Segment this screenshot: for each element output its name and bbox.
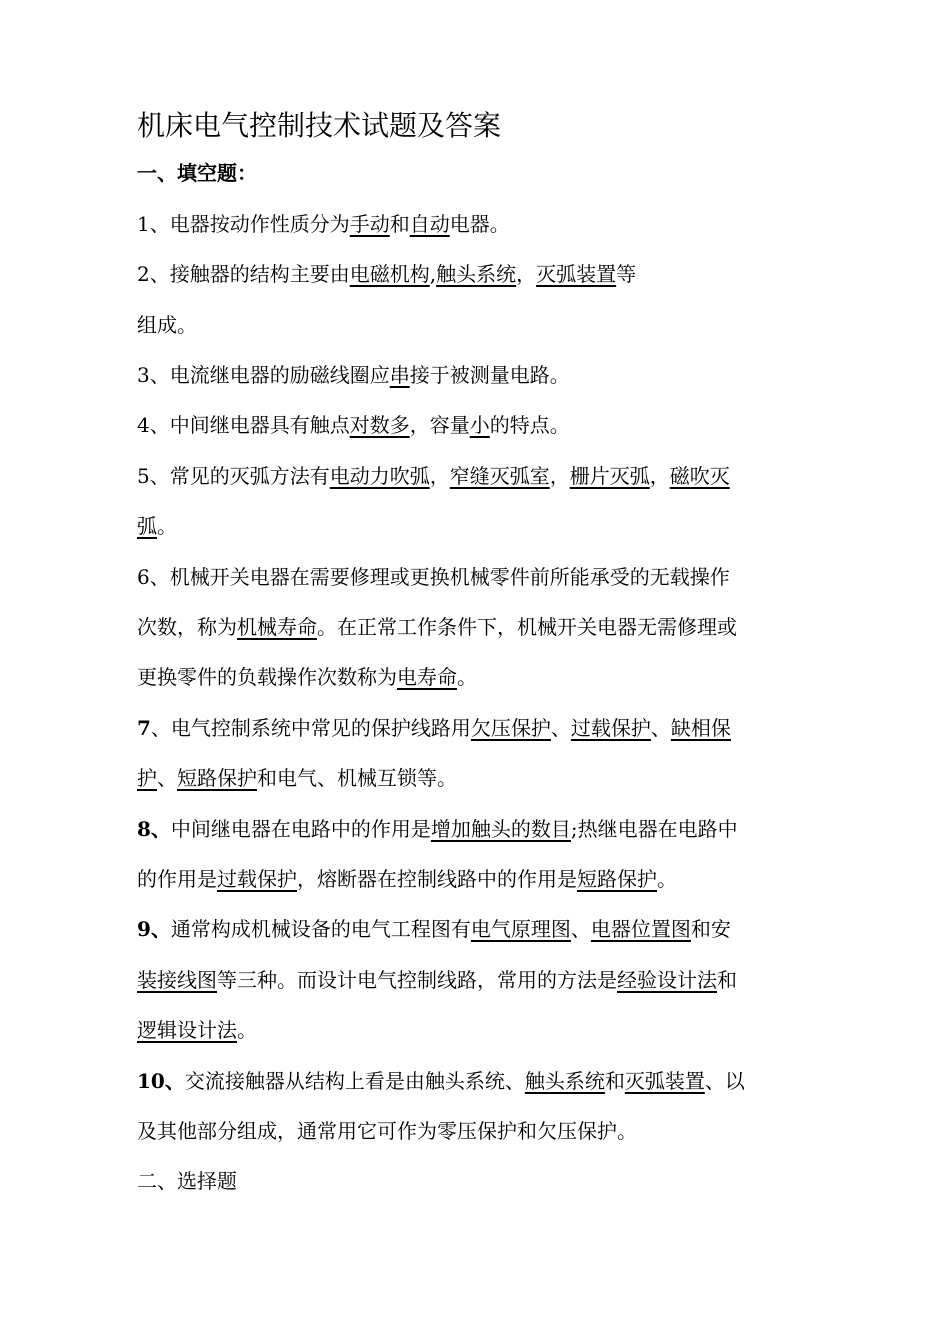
answer-blank: 对数多 bbox=[349, 413, 410, 437]
answer-blank: 电磁机构 bbox=[349, 262, 430, 286]
text-segment: 2、接触器的结构主要由 bbox=[137, 262, 350, 286]
text-segment: 通常构成机械设备的电气工程图有 bbox=[170, 917, 471, 941]
text-segment: 和 bbox=[604, 1069, 625, 1093]
text-segment: ;热继电器在电路中 bbox=[570, 817, 738, 841]
text-segment: 、 bbox=[650, 716, 671, 740]
text-line bbox=[137, 1017, 817, 1043]
answer-blank: 手动 bbox=[349, 212, 390, 236]
answer-blank: 短路保护 bbox=[577, 867, 657, 891]
answer-blank: 机械寿命 bbox=[237, 615, 317, 639]
answer-blank: 经验设计法 bbox=[617, 968, 717, 992]
text-segment: 次数，称为 bbox=[137, 615, 237, 639]
answer-blank: 欠压保护 bbox=[470, 716, 551, 740]
answer-blank: 缺相保 bbox=[670, 716, 731, 740]
answer-blank: 短路保护 bbox=[177, 766, 257, 790]
text-segment: ， bbox=[516, 262, 537, 286]
text-line bbox=[137, 866, 817, 892]
text-line bbox=[137, 513, 817, 539]
text-segment: 、 bbox=[157, 766, 177, 790]
text-line bbox=[137, 261, 817, 287]
answer-blank: 小 bbox=[469, 413, 490, 437]
text-segment: 中间继电器在电路中的作用是 bbox=[170, 817, 431, 841]
text-segment: , bbox=[429, 262, 437, 286]
text-segment: 、 bbox=[550, 716, 571, 740]
text-segment: ，容量 bbox=[409, 413, 470, 437]
text-segment: 6、机械开关电器在需要修理或更换机械零件前所能承受的无载操作 bbox=[137, 565, 730, 589]
text-line bbox=[137, 816, 817, 842]
text-segment: 5、常见的灭弧方法有 bbox=[137, 464, 330, 488]
text-segment: 、以 bbox=[704, 1069, 745, 1093]
text-segment: 的特点。 bbox=[489, 413, 570, 437]
answer-blank: 磁吹灭 bbox=[669, 464, 730, 488]
text-segment: 。在正常工作条件下，机械开关电器无需修理或 bbox=[317, 615, 737, 639]
answer-blank: 过载保护 bbox=[217, 867, 297, 891]
text-segment: 及其他部分组成，通常用它可作为零压保护和欠压保护。 bbox=[137, 1119, 637, 1143]
answer-blank: 电动力吹弧 bbox=[329, 464, 430, 488]
text-segment: ， bbox=[429, 464, 450, 488]
text-segment: 交流接触器从结构上看是由触头系统、 bbox=[184, 1069, 525, 1093]
text-line bbox=[137, 614, 817, 640]
text-line bbox=[137, 916, 817, 942]
text-line bbox=[137, 412, 817, 438]
text-segment: 和安 bbox=[690, 917, 731, 941]
text-segment: 和 bbox=[717, 968, 737, 992]
text-segment: 等 bbox=[616, 262, 637, 286]
text-segment: 更换零件的负载操作次数称为 bbox=[137, 665, 397, 689]
text-segment: 3、电流继电器的励磁线圈应 bbox=[137, 363, 390, 387]
answer-blank: 逻辑设计法 bbox=[137, 1018, 237, 1042]
text-line bbox=[137, 1068, 817, 1094]
answer-blank: 增加触头的数目 bbox=[430, 817, 571, 841]
text-line bbox=[137, 312, 817, 338]
question-number: 8、 bbox=[137, 817, 171, 841]
document-title: 机床电气控制技术试题及答案 bbox=[137, 109, 502, 142]
text-segment: 。 bbox=[157, 514, 177, 538]
answer-blank: 灭弧装置 bbox=[624, 1069, 705, 1093]
text-segment: 4、中间继电器具有触点 bbox=[137, 413, 350, 437]
text-segment: 1、电器按动作性质分为 bbox=[137, 212, 350, 236]
question-number: 9、 bbox=[137, 917, 171, 941]
answer-blank: 电器位置图 bbox=[590, 917, 691, 941]
question-number: 10、 bbox=[137, 1069, 185, 1093]
question-number: 7 bbox=[137, 716, 151, 740]
text-segment: 组成。 bbox=[137, 313, 197, 337]
text-segment: ，熔断器在控制线路中的作用是 bbox=[297, 867, 577, 891]
text-line bbox=[137, 463, 817, 489]
text-segment: 电器。 bbox=[449, 212, 510, 236]
answer-blank: 护 bbox=[137, 766, 157, 790]
text-line bbox=[137, 715, 817, 741]
answer-blank: 串 bbox=[389, 363, 410, 387]
text-segment: 等三种。而设计电气控制线路，常用的方法是 bbox=[217, 968, 617, 992]
answer-blank: 过载保护 bbox=[570, 716, 651, 740]
text-line bbox=[137, 362, 817, 388]
section-heading-multiple-choice: 二、选择题 bbox=[137, 1169, 237, 1193]
text-line bbox=[137, 564, 817, 590]
text-segment: 、 bbox=[570, 917, 591, 941]
answer-blank: 弧 bbox=[137, 514, 157, 538]
text-segment: 和电气、机械互锁等。 bbox=[257, 766, 457, 790]
text-segment: 的作用是 bbox=[137, 867, 217, 891]
text-segment: ， bbox=[549, 464, 570, 488]
text-line bbox=[137, 211, 817, 237]
text-segment: 。 bbox=[657, 867, 677, 891]
text-segment: ， bbox=[649, 464, 670, 488]
answer-blank: 灭弧装置 bbox=[536, 262, 617, 286]
answer-blank: 触头系统 bbox=[524, 1069, 605, 1093]
text-segment: 。 bbox=[237, 1018, 257, 1042]
text-segment: 、电气控制系统中常见的保护线路用 bbox=[150, 716, 471, 740]
answer-blank: 栅片灭弧 bbox=[569, 464, 650, 488]
text-segment: 和 bbox=[389, 212, 410, 236]
text-line bbox=[137, 664, 817, 690]
answer-blank: 自动 bbox=[409, 212, 450, 236]
answer-blank: 电寿命 bbox=[397, 665, 457, 689]
answer-blank: 电气原理图 bbox=[470, 917, 571, 941]
text-segment: 接于被测量电路。 bbox=[409, 363, 570, 387]
answer-blank: 窄缝灭弧室 bbox=[449, 464, 550, 488]
answer-blank: 装接线图 bbox=[137, 968, 217, 992]
text-line bbox=[137, 765, 817, 791]
text-line bbox=[137, 1118, 817, 1144]
answer-blank: 触头系统 bbox=[436, 262, 517, 286]
text-line bbox=[137, 967, 817, 993]
text-segment: 。 bbox=[457, 665, 477, 689]
section-heading-fill-in: 一、填空题： bbox=[137, 161, 257, 185]
